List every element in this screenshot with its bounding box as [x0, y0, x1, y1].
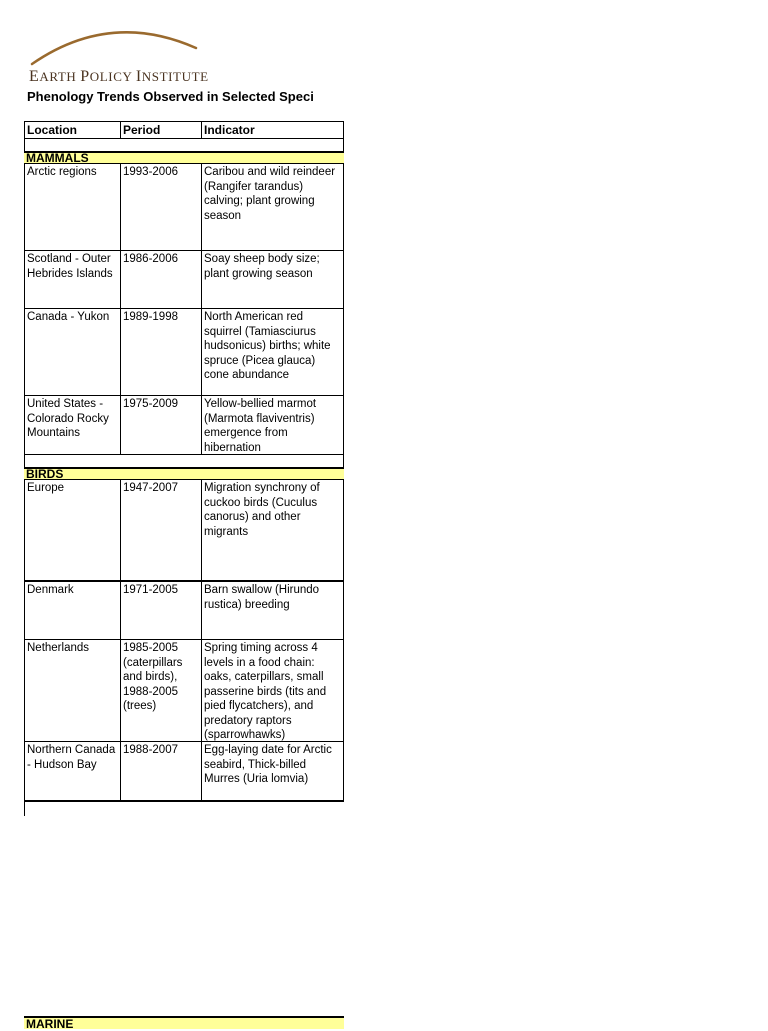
cell-indicator: Yellow-bellied marmot (Marmota flaviventris) emergence from hibernation — [201, 396, 344, 454]
cell-indicator: Spring timing across 4 levels in a food chain: oaks, caterpillars, small passerine birds (tits and pied flycatchers), and predatory raptors (sparrowhawks) — [201, 640, 344, 741]
column-header-location: Location — [24, 122, 120, 138]
earth-policy-institute-logo — [26, 28, 226, 84]
section-header-birds: BIRDS — [24, 467, 344, 480]
table-row — [24, 582, 344, 640]
phenology-table — [24, 121, 344, 816]
cell-period: 1947-2007 — [120, 480, 201, 580]
cell-period: 1975-2009 — [120, 396, 201, 454]
section-header-marine: MARINE — [24, 1016, 344, 1029]
cell-period: 1988-2007 — [120, 742, 201, 800]
cell-location: Europe — [24, 480, 120, 580]
cell-location: Scotland - Outer Hebrides Islands — [24, 251, 120, 308]
cell-location: United States - Colorado Rocky Mountains — [24, 396, 120, 454]
cell-location: Canada - Yukon — [24, 309, 120, 395]
logo-arc-icon — [26, 28, 226, 68]
table-row — [24, 164, 344, 251]
table-row — [24, 251, 344, 309]
cell-indicator: Migration synchrony of cuckoo birds (Cuculus canorus) and other migrants — [201, 480, 344, 580]
table-tail-line — [24, 802, 344, 816]
cell-period: 1985-2005 (caterpillars and birds), 1988-2005 (trees) — [120, 640, 201, 741]
cell-location: Northern Canada - Hudson Bay — [24, 742, 120, 800]
section-header-mammals: MAMMALS — [24, 151, 344, 164]
table-spacer — [24, 139, 344, 151]
logo-wordmark: EARTH POLICY INSTITUTE — [29, 68, 209, 85]
table-header-row — [24, 121, 344, 139]
table-row — [24, 309, 344, 396]
table-spacer — [24, 455, 344, 467]
cell-period: 1971-2005 — [120, 582, 201, 639]
table-row — [24, 396, 344, 455]
cell-location: Netherlands — [24, 640, 120, 741]
column-header-indicator: Indicator — [201, 122, 344, 138]
cell-indicator: North American red squirrel (Tamiasciurus hudsonicus) births; white spruce (Picea glauca) cone abundance — [201, 309, 344, 395]
cell-indicator: Barn swallow (Hirundo rustica) breeding — [201, 582, 344, 639]
document-title: Phenology Trends Observed in Selected Speci — [27, 89, 314, 104]
table-row — [24, 640, 344, 742]
table-row — [24, 742, 344, 802]
cell-indicator: Caribou and wild reindeer (Rangifer tarandus) calving; plant growing season — [201, 164, 344, 250]
cell-location: Denmark — [24, 582, 120, 639]
cell-period: 1986-2006 — [120, 251, 201, 308]
cell-period: 1993-2006 — [120, 164, 201, 250]
column-header-period: Period — [120, 122, 201, 138]
table-row — [24, 480, 344, 582]
cell-period: 1989-1998 — [120, 309, 201, 395]
cell-indicator: Egg-laying date for Arctic seabird, Thick-billed Murres (Uria lomvia) — [201, 742, 344, 800]
cell-location: Arctic regions — [24, 164, 120, 250]
cell-indicator: Soay sheep body size; plant growing season — [201, 251, 344, 308]
